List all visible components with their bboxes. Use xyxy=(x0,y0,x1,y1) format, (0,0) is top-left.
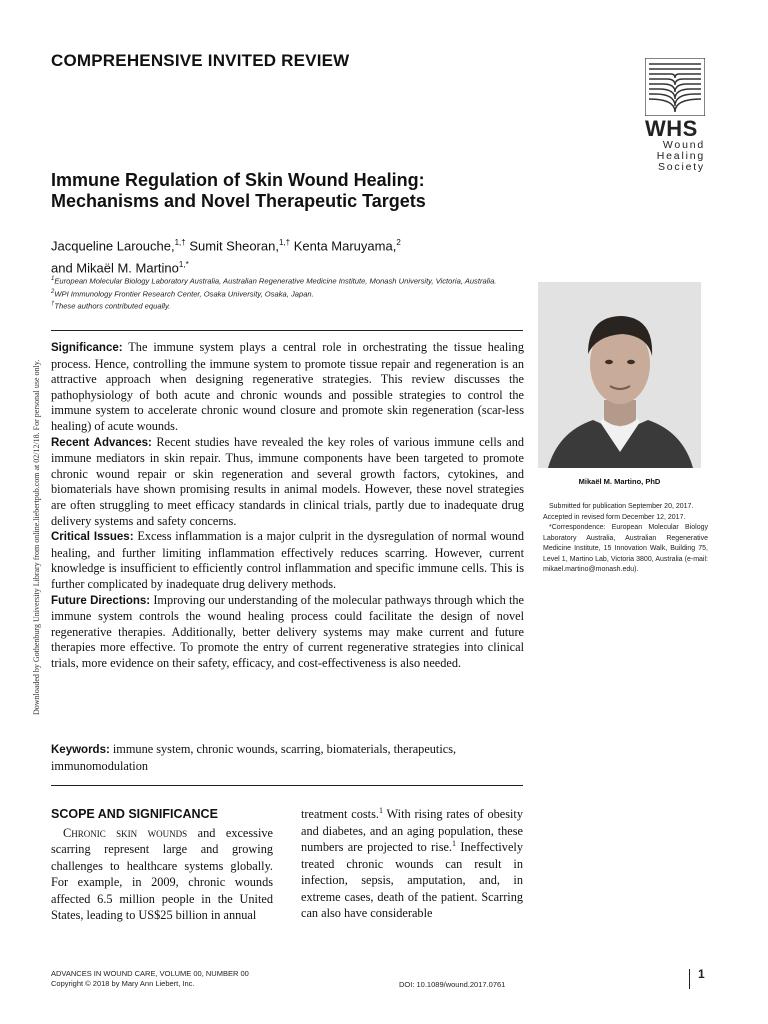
logo-text-main: WHS xyxy=(645,116,698,141)
affiliation-2 xyxy=(51,287,521,300)
whs-logo xyxy=(645,58,705,173)
title-line-1: Immune Regulation of Skin Wound Healing: xyxy=(51,170,425,190)
doi: DOI: 10.1089/wound.2017.0761 xyxy=(399,980,506,989)
author-1: Jacqueline Larouche, xyxy=(51,238,175,254)
abstract-issues xyxy=(51,529,524,592)
abstract-top-rule xyxy=(51,330,523,331)
body-paragraph-1 xyxy=(51,825,273,924)
author-4: and Mikaël M. Martino xyxy=(51,260,179,276)
author-4-sup: 1,* xyxy=(178,260,189,270)
col1-text: and excessive scarring represent large and growing challenges to healthcare systems globally. For example, in 2009, chronic wounds affected 6.5 million people in the United States, leading to US$25 billion in annual xyxy=(51,825,273,922)
affiliation-2-sup: 2 xyxy=(51,288,55,295)
affiliation-3-text: These authors contributed equally. xyxy=(54,301,171,311)
issues-label: Critical Issues: xyxy=(51,531,134,544)
affiliation-1 xyxy=(51,274,521,287)
article-title xyxy=(51,170,521,212)
keywords-text: immune system, chronic wounds, scarring, biomaterials, therapeutics, immunomodulation xyxy=(51,742,457,773)
affiliation-1-text: European Molecular Biology Laboratory Australia, Australian Regenerative Medicine Institute, Monash University, Victoria, Australia. xyxy=(54,276,497,286)
lead-in: Chronic skin wounds xyxy=(63,825,188,840)
significance-label: Significance: xyxy=(51,342,123,354)
author-3-sup: 2 xyxy=(396,238,401,247)
author-list xyxy=(51,233,521,278)
affiliation-3 xyxy=(51,299,521,312)
page-footer xyxy=(51,969,711,989)
body-column-1 xyxy=(51,806,273,924)
abstract-advances xyxy=(51,435,524,530)
abstract-future xyxy=(51,593,524,672)
future-label: Future Directions: xyxy=(51,594,151,607)
advances-text: Recent studies have revealed the key roles of various immune cells and immune mediators in skin repair. Thus, immune components have been targeted to promote chronic wound repair or skin regeneration and several growth factors, cytokines, and biomaterials have shown promising results in animal models. However, these novel strategies are often struggling to meet efficacy standards in clinical trials, partly due to inadequate drug delivery systems and safety concerns. xyxy=(51,434,524,528)
section-heading: SCOPE AND SIGNIFICANCE xyxy=(51,807,218,821)
ref-2[interactable]: 1 xyxy=(452,838,457,848)
download-note: Downloaded by Gothenburg University Library from online.liebertpub.com at 02/12/18. For personal use only. xyxy=(32,359,41,715)
abstract-bottom-rule xyxy=(51,785,523,786)
section-label: COMPREHENSIVE INVITED REVIEW xyxy=(51,51,350,70)
affiliation-2-text: WPI Immunology Frontier Research Center, Osaka University, Osaka, Japan. xyxy=(54,289,314,299)
logo-text-sub-1: Wound xyxy=(662,139,705,151)
title-line-2: Mechanisms and Novel Therapeutic Targets xyxy=(51,191,426,211)
portrait-image xyxy=(538,282,701,468)
accepted-date: Accepted in revised form December 12, 2017. xyxy=(543,513,686,521)
logo-text-sub-3: Society xyxy=(657,161,705,173)
affiliation-1-sup: 1 xyxy=(51,276,55,282)
col2-text-1: treatment costs. xyxy=(301,807,379,821)
author-1-sup: 1,† xyxy=(174,238,186,247)
author-2: Sumit Sheoran, xyxy=(189,238,279,254)
author-3: Kenta Maruyama, xyxy=(293,238,397,254)
wave-icon xyxy=(645,58,705,116)
abstract-significance xyxy=(51,340,524,435)
body-column-2 xyxy=(301,806,523,922)
significance-text: The immune system plays a central role in orchestrating the tissue healing process. Hence, controlling the immune system to promote tissue repair and regeneration is an attractive approach when designing regenerative strategies. This review discusses the pathophysiology of both acute and chronic wounds and possible strategies to control the immune system to accelerate chronic wound closure and promote skin regeneration (scar-less healing) of acute wounds. xyxy=(51,340,524,433)
future-text: Improving our understanding of the molecular pathways through which the immune system controls the wound healing process could facilitate the design of novel regenerative therapies. Additionally, better delivery systems may make current and future therapies more effective. To promote the entry of current regenerative strategies into clinical trials, more evidence on their safety, efficacy, and cost-effectiveness is also needed. xyxy=(51,592,524,670)
abstract xyxy=(51,340,524,671)
keywords xyxy=(51,742,521,774)
col2-text-3: Ineffectively treated chronic wounds can result in infection, sepsis, amputation, and, in extreme cases, death of the patient. Scarring can also have considerable xyxy=(301,840,523,920)
col2-text-2: With rising rates of obesity and diabetes, and an aging population, these numbers are projected to rise. xyxy=(301,807,523,854)
ref-1[interactable]: 1 xyxy=(378,805,383,815)
submitted-date: Submitted for publication September 20, 2017. xyxy=(549,503,694,510)
correspondence: *Correspondence: European Molecular Biology Laboratory Australia, Australian Regenerative Medicine Institute, 15 Innovation Walk, Building 75, Level 1, Martino Lab, Victoria 3800, Australia (e-mail: mikael.martino@monash.edu). xyxy=(543,524,708,573)
journal-info: ADVANCES IN WOUND CARE, VOLUME 00, NUMBER 00 xyxy=(51,969,249,978)
affiliation-3-sup: † xyxy=(51,301,55,308)
advances-label: Recent Advances: xyxy=(51,436,152,449)
photo-caption: Mikaël M. Martino, PhD xyxy=(578,477,661,486)
logo-text-sub-2: Healing xyxy=(656,150,705,162)
submission-info xyxy=(543,502,708,576)
author-2-sup: 1,† xyxy=(278,238,291,247)
page-number-divider xyxy=(689,969,690,989)
issues-text: Excess inflammation is a major culprit in the dysregulation of normal wound healing, and further limiting inflammation effectively reduces scarring. However, current knowledge is insufficient to efficiently control inflammation and specific immune cells. This is further complicated by inadequate drug delivery methods. xyxy=(51,529,524,591)
copyright: Copyright © 2018 by Mary Ann Liebert, Inc. xyxy=(51,979,195,988)
keywords-label: Keywords: xyxy=(51,744,110,756)
author-photo xyxy=(538,282,701,468)
affiliations xyxy=(51,274,521,312)
page-number: 1 xyxy=(698,967,705,981)
